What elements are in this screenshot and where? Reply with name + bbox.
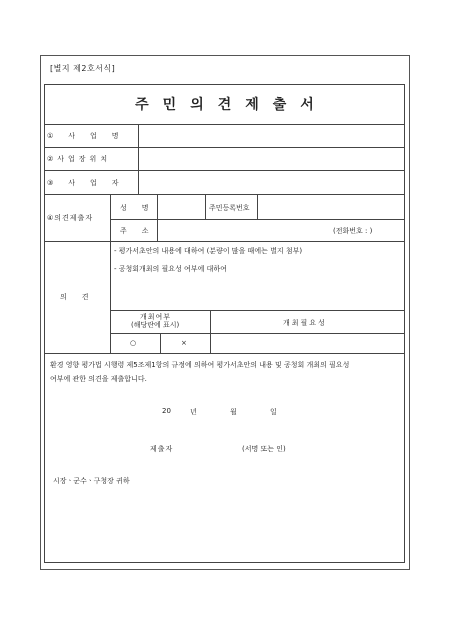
col-divider xyxy=(110,194,111,353)
yes-mark: ○ xyxy=(130,339,137,347)
row-divider xyxy=(110,310,405,311)
address-label: 주소 xyxy=(120,227,164,235)
opinion-line-1: - 평가서초안의 내용에 대하여 (분량이 많을 때에는 별지 첨부) xyxy=(114,247,303,255)
submitter-label: ④의견제출자 xyxy=(47,214,94,222)
resident-id-label: 주민등록번호 xyxy=(209,204,250,212)
form-code: [별지 제2호서식] xyxy=(50,64,116,73)
col-divider xyxy=(257,194,258,219)
date-month-unit: 월 xyxy=(230,408,237,416)
no-mark: × xyxy=(181,339,187,347)
form-title: 주민의견제출서 xyxy=(135,97,328,113)
date-year: 20 xyxy=(162,407,171,415)
row-divider xyxy=(110,219,405,220)
hearing-note: (해당란에 표시) xyxy=(131,321,180,329)
signature-seal: (서명 또는 인) xyxy=(242,445,286,453)
recipient: 시장ㆍ군수ㆍ구청장 귀하 xyxy=(53,477,130,485)
date-day-unit: 일 xyxy=(270,408,277,416)
row-divider xyxy=(44,170,405,171)
opinion-line-2: - 공청회개최의 필요성 여부에 대하여 xyxy=(114,265,227,273)
row-divider xyxy=(44,194,405,195)
hearing-header: 개최여부 xyxy=(140,313,172,321)
operator-label: ③사업자 xyxy=(47,179,134,187)
col-divider xyxy=(205,194,206,219)
phone-label: (전화번호 : ) xyxy=(333,227,373,235)
date-year-unit: 년 xyxy=(190,408,197,416)
row-divider xyxy=(44,124,405,125)
col-divider xyxy=(138,124,139,194)
necessity-header: 개최필요성 xyxy=(283,319,327,327)
statement-line-2: 여부에 관한 의견을 제출합니다. xyxy=(50,375,147,383)
name-label: 성명 xyxy=(120,204,164,212)
col-divider xyxy=(160,333,161,353)
business-name-label: ①사업명 xyxy=(47,132,134,140)
business-location-label: ②사업장위치 xyxy=(47,155,112,163)
row-divider xyxy=(44,241,405,242)
row-divider xyxy=(44,147,405,148)
row-divider xyxy=(44,353,405,354)
statement-line-1: 환경 영향 평가법 시행령 제5조제1항의 규정에 의하여 평가서초안의 내용 및 공청회 개최의 필요성 xyxy=(50,361,350,369)
col-divider xyxy=(210,310,211,353)
submitter-signature-label: 제출자 xyxy=(150,445,174,453)
opinion-label: 의견 xyxy=(60,293,104,301)
row-divider xyxy=(110,333,405,334)
